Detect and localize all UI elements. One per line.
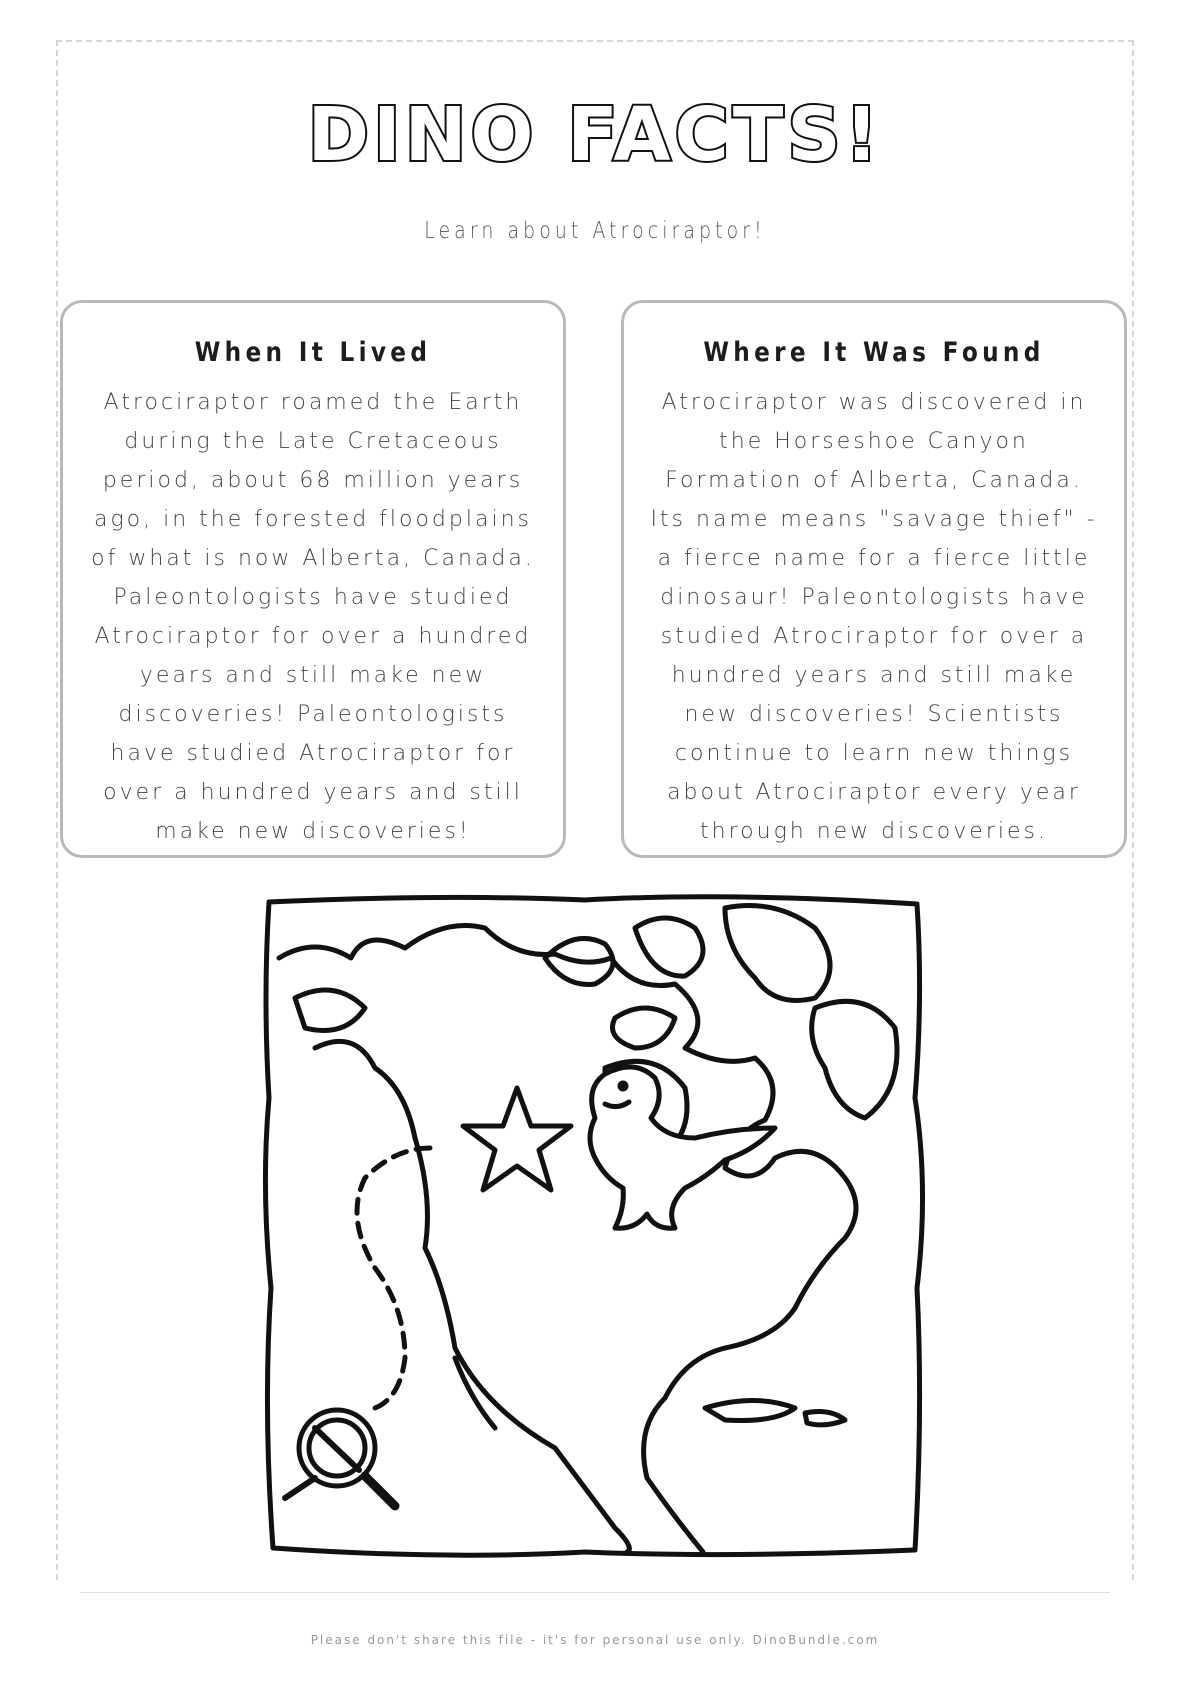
card-where-it-was-found [621, 300, 1127, 858]
map-illustration [255, 888, 935, 1564]
footer-notice: Please don't share this file - it's for personal use only. DinoBundle.com [310, 1633, 880, 1647]
card-body: Atrociraptor was discovered in the Horseshoe Canyon Formation of Alberta, Canada. Its name means "savage thief" - a fierce name for a fierce little dinosaur! Paleontologists have studied Atrociraptor for over a hundred years and still make new discoveries! Scientists continue to learn new things about Atrociraptor every year through new discoveries. [650, 390, 1098, 844]
footer-divider [80, 1592, 1110, 1593]
page-title: DINO FACTS! [307, 92, 883, 178]
card-heading: Where It Was Found [703, 337, 1045, 368]
card-heading: When It Lived [194, 337, 432, 368]
page-subtitle: Learn about Atrociraptor! [424, 218, 766, 244]
card-when-it-lived [60, 300, 566, 858]
magnifier-bone-icon [285, 1410, 395, 1506]
dinosaur-icon [590, 1067, 775, 1228]
card-body: Atrociraptor roamed the Earth during the Late Cretaceous period, about 68 million years ago, in the forested floodplains of what is now Alberta, Canada. Paleontologists have studied Atrociraptor for over a hundred years and still make new discoveries! Paleontologists have studied Atrociraptor for over a hundred years and still make new discoveries! [91, 390, 535, 844]
trail-path [357, 1148, 430, 1408]
star-marker-icon [463, 1088, 571, 1190]
